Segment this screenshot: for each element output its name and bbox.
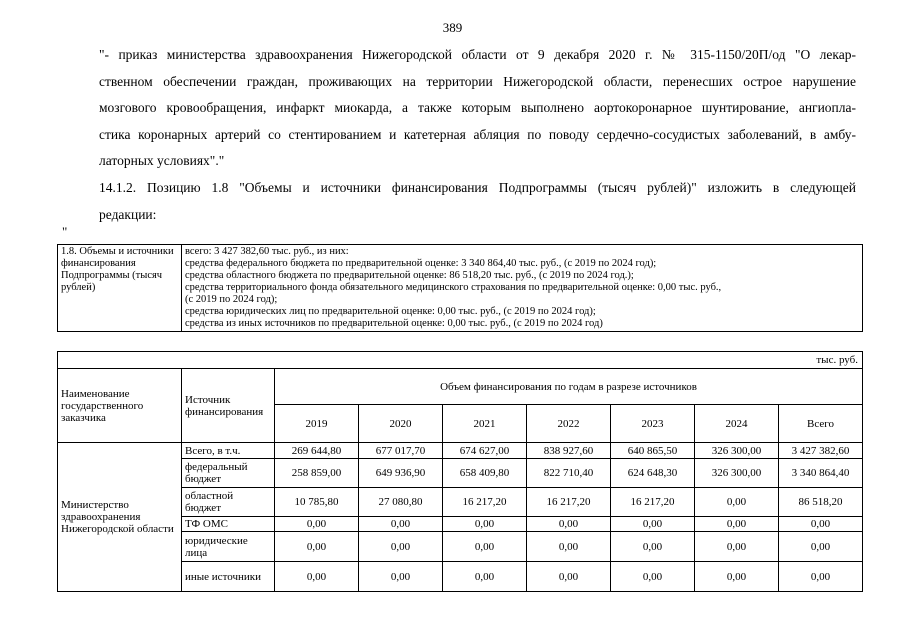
value-cell: 640 865,50 bbox=[611, 443, 695, 459]
header-year: 2021 bbox=[443, 405, 527, 443]
paragraph-line: ственном обеспечении граждан, проживающих на территории Нижегородской области, перенесших острое нарушение bbox=[99, 73, 856, 89]
value-cell: 658 409,80 bbox=[443, 459, 527, 488]
header-year: 2023 bbox=[611, 405, 695, 443]
value-cell: 674 627,00 bbox=[443, 443, 527, 459]
value-cell: 16 217,20 bbox=[527, 488, 611, 517]
source-cell: ТФ ОМС bbox=[182, 517, 275, 532]
header-customer: Наименование государственного заказчика bbox=[58, 369, 182, 443]
value-cell: 624 648,30 bbox=[611, 459, 695, 488]
paragraph-line: латорных условиях"." bbox=[99, 153, 225, 168]
value-cell: 0,00 bbox=[611, 532, 695, 562]
value-cell: 0,00 bbox=[527, 517, 611, 532]
customer-cell: Министерство здравоохранения Нижегородской области bbox=[58, 443, 182, 592]
source-cell: федеральный бюджет bbox=[182, 459, 275, 488]
summary-line: средства территориального фонда обязательного медицинского страхования по предварительной оценке: 0,00 тыс. руб., bbox=[185, 282, 722, 293]
header-source: Источник финансирования bbox=[182, 369, 275, 443]
header-year: 2024 bbox=[695, 405, 779, 443]
value-cell: 0,00 bbox=[443, 517, 527, 532]
paragraph-line: редакции: bbox=[99, 206, 157, 222]
value-cell: 3 340 864,40 bbox=[779, 459, 863, 488]
value-cell: 0,00 bbox=[359, 517, 443, 532]
value-cell: 0,00 bbox=[695, 562, 779, 592]
summary-line: средства из иных источников по предварительной оценке: 0,00 тыс. руб., (с 2019 по 2024 год) bbox=[185, 318, 603, 329]
value-cell: 27 080,80 bbox=[359, 488, 443, 517]
summary-label: 1.8. Объемы и источники финансирования Подпрограммы (тысяч рублей) bbox=[58, 245, 182, 332]
value-cell: 3 427 382,60 bbox=[779, 443, 863, 459]
value-cell: 0,00 bbox=[275, 562, 359, 592]
source-cell: иные источники bbox=[182, 562, 275, 592]
page-number: 389 bbox=[442, 20, 463, 35]
header-financing-group: Объем финансирования по годам в разрезе источников bbox=[275, 369, 863, 405]
value-cell: 649 936,90 bbox=[359, 459, 443, 488]
value-cell: 10 785,80 bbox=[275, 488, 359, 517]
header-year: 2022 bbox=[527, 405, 611, 443]
value-cell: 0,00 bbox=[611, 562, 695, 592]
value-cell: 0,00 bbox=[779, 562, 863, 592]
summary-line: средства федерального бюджета по предварительной оценке: 3 340 864,40 тыс. руб., (с 2019 по 2024 год); bbox=[185, 258, 657, 269]
value-cell: 0,00 bbox=[359, 532, 443, 562]
value-cell: 326 300,00 bbox=[695, 443, 779, 459]
value-cell: 86 518,20 bbox=[779, 488, 863, 517]
header-total: Всего bbox=[779, 405, 863, 443]
paragraph-line: 14.1.2. Позицию 1.8 "Объемы и источники финансирования Подпрограммы (тысяч рублей)" изложить в следующей bbox=[99, 180, 856, 195]
source-cell: областной бюджет bbox=[182, 488, 275, 517]
opening-quote: " bbox=[62, 224, 68, 239]
order-paragraph bbox=[61, 42, 856, 175]
summary-line: средства юридических лиц по предварительной оценке: 0,00 тыс. руб., (с 2019 по 2024 год); bbox=[185, 306, 596, 317]
value-cell: 822 710,40 bbox=[527, 459, 611, 488]
source-cell: юридические лица bbox=[182, 532, 275, 562]
value-cell: 838 927,60 bbox=[527, 443, 611, 459]
value-cell: 0,00 bbox=[359, 562, 443, 592]
value-cell: 269 644,80 bbox=[275, 443, 359, 459]
value-cell: 0,00 bbox=[695, 532, 779, 562]
summary-line: всего: 3 427 382,60 тыс. руб., из них: bbox=[185, 246, 349, 257]
paragraph-line: мозгового кровообращения, инфаркт миокарда, а также которым выполнено аортокоронарное шунтирование, ангиопла- bbox=[99, 100, 856, 115]
value-cell: 0,00 bbox=[695, 488, 779, 517]
value-cell: 16 217,20 bbox=[443, 488, 527, 517]
value-cell: 326 300,00 bbox=[695, 459, 779, 488]
paragraph-line: стика коронарных артерий со стентированием и катетерная абляция по поводу сердечно-сосудистых заболеваний, в амбу- bbox=[99, 126, 856, 142]
financing-summary-table bbox=[57, 244, 863, 332]
header-year: 2019 bbox=[275, 405, 359, 443]
value-cell: 16 217,20 bbox=[611, 488, 695, 517]
header-year: 2020 bbox=[359, 405, 443, 443]
summary-text bbox=[182, 245, 863, 332]
value-cell: 0,00 bbox=[527, 562, 611, 592]
value-cell: 0,00 bbox=[779, 517, 863, 532]
financing-table bbox=[57, 351, 863, 592]
summary-line: средства областного бюджета по предварительной оценке: 86 518,20 тыс. руб., (с 2019 по 2024 год.); bbox=[185, 270, 634, 281]
paragraph-line: "- приказ министерства здравоохранения Нижегородской области от 9 декабря 2020 г. № 315-1150/20П/од "О лекар- bbox=[99, 47, 856, 62]
value-cell: 677 017,70 bbox=[359, 443, 443, 459]
value-cell: 0,00 bbox=[527, 532, 611, 562]
summary-line: (с 2019 по 2024 год); bbox=[185, 294, 278, 305]
value-cell: 258 859,00 bbox=[275, 459, 359, 488]
unit-label: тыс. руб. bbox=[58, 352, 863, 369]
value-cell: 0,00 bbox=[611, 517, 695, 532]
value-cell: 0,00 bbox=[275, 532, 359, 562]
value-cell: 0,00 bbox=[275, 517, 359, 532]
value-cell: 0,00 bbox=[443, 562, 527, 592]
amendment-paragraph bbox=[61, 175, 856, 228]
value-cell: 0,00 bbox=[779, 532, 863, 562]
value-cell: 0,00 bbox=[695, 517, 779, 532]
table-row bbox=[58, 443, 863, 459]
source-cell: Всего, в т.ч. bbox=[182, 443, 275, 459]
value-cell: 0,00 bbox=[443, 532, 527, 562]
